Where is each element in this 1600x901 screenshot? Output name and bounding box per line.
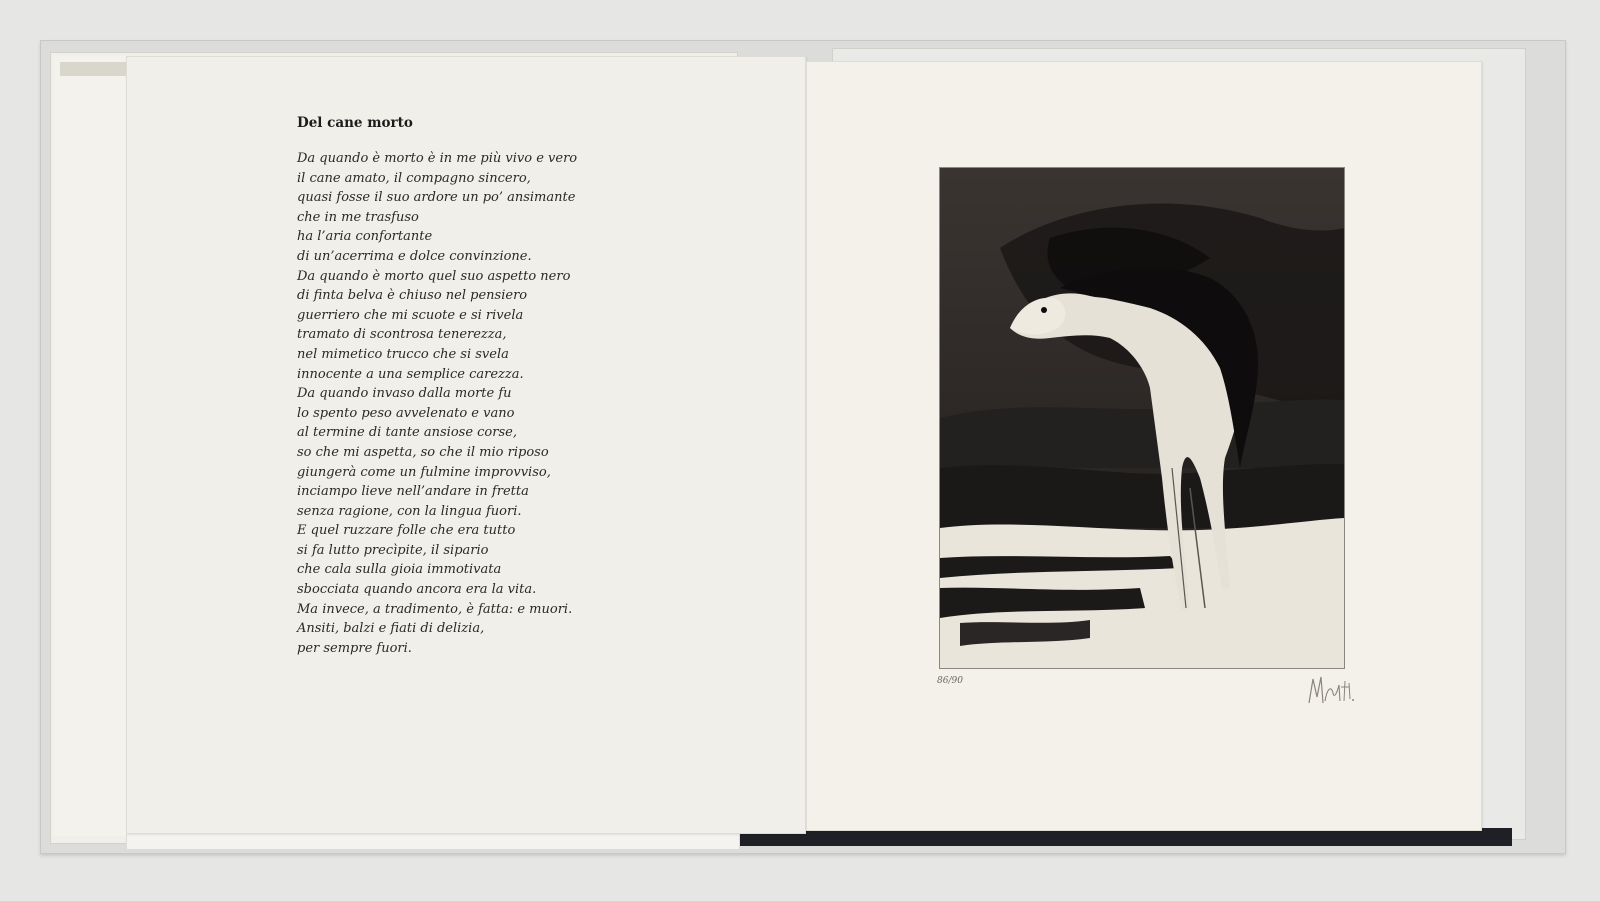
etching-plate <box>939 167 1345 669</box>
poem-line: si fa lutto precìpite, il sipario <box>297 542 489 558</box>
poem-line: che cala sulla gioia immotivata <box>297 562 502 578</box>
poem-line: sbocciata quando ancora era la vita. <box>297 582 537 598</box>
poem-line: che in me trasfuso <box>297 209 419 225</box>
poem-line: inciampo lieve nell’andare in fretta <box>297 484 529 500</box>
edition-number: 86/90 <box>937 676 963 686</box>
text-page <box>126 56 806 834</box>
poem-line: quasi fosse il suo ardore un po’ ansimante <box>297 190 576 206</box>
poem-line: Da quando invaso dalla morte fu <box>297 386 512 402</box>
poem-line: E quel ruzzare folle che era tutto <box>297 523 516 539</box>
poem-line: ha l’aria confortante <box>297 229 433 245</box>
poem-line: al termine di tante ansiose corse, <box>297 425 517 441</box>
signature-graphic <box>1307 673 1355 709</box>
poem-line: di un’acerrima e dolce convinzione. <box>297 248 532 264</box>
poem-title: Del cane morto <box>297 115 413 131</box>
dog-etching-illustration <box>940 168 1344 668</box>
poem-line: innocente a una semplice carezza. <box>297 366 524 382</box>
artist-signature <box>1307 673 1355 713</box>
poem-line: Ansiti, balzi e fiati di delizia, <box>297 621 485 637</box>
poem-body <box>297 149 577 658</box>
poem-line: Da quando è morto è in me più vivo e vero <box>297 151 578 166</box>
poem-line: lo spento peso avvelenato e vano <box>297 405 515 421</box>
poem-line: di finta belva è chiuso nel pensiero <box>297 288 528 304</box>
poem-line: nel mimetico trucco che si svela <box>297 346 509 362</box>
poem-line: Ma invece, a tradimento, è fatta: e muori. <box>297 601 573 617</box>
paper-stack <box>54 56 129 836</box>
poem-line: so che mi aspetta, so che il mio riposo <box>297 444 549 460</box>
poem-line: tramato di scontrosa tenerezza, <box>297 327 507 343</box>
poem-line: il cane amato, il compagno sincero, <box>297 170 531 186</box>
paper-stack-edge <box>60 62 130 76</box>
poem-line: per sempre fuori. <box>297 640 412 656</box>
poem-line: senza ragione, con la lingua fuori. <box>297 503 522 519</box>
poem-line: giungerà come un fulmine improvviso, <box>297 464 551 480</box>
etching-page <box>806 61 1482 831</box>
poem-line: Da quando è morto quel suo aspetto nero <box>297 268 571 284</box>
poem-line: guerriero che mi scuote e si rivela <box>297 307 524 323</box>
